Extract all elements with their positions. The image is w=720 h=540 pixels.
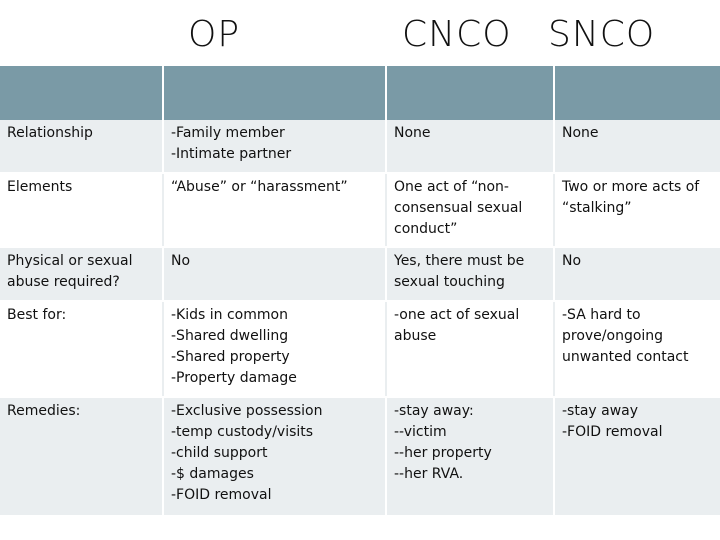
cell-cnco: -one act of sexual abuse: [386, 301, 554, 397]
row-label: Physical or sexual abuse required?: [0, 247, 163, 301]
cell-cnco: -stay away: --victim --her property --her RVA.: [386, 397, 554, 516]
table-row-remedies: [0, 397, 720, 516]
header-cell-label: [0, 66, 163, 120]
header-op: OP: [188, 14, 241, 55]
table-row-elements: [0, 173, 720, 247]
cell-snco: No: [554, 247, 720, 301]
cell-op: -Exclusive possession -temp custody/visits -child support -$ damages -FOID removal: [163, 397, 386, 516]
cell-cnco: Yes, there must be sexual touching: [386, 247, 554, 301]
cell-op: -Family member -Intimate partner: [163, 120, 386, 173]
cell-op: No: [163, 247, 386, 301]
cell-snco: Two or more acts of “stalking”: [554, 173, 720, 247]
row-label: Elements: [0, 173, 163, 247]
cell-snco: None: [554, 120, 720, 173]
cell-cnco: None: [386, 120, 554, 173]
cell-snco: -SA hard to prove/ongoing unwanted contact: [554, 301, 720, 397]
cell-op: -Kids in common -Shared dwelling -Shared property -Property damage: [163, 301, 386, 397]
header-cell-snco: [554, 66, 720, 120]
table-row-relationship: [0, 120, 720, 173]
header-snco: SNCO: [548, 14, 656, 55]
table-header-row: [0, 66, 720, 120]
table-row-abuse-required: [0, 247, 720, 301]
row-label: Remedies:: [0, 397, 163, 516]
header-cnco: CNCO: [402, 14, 512, 55]
cell-op: “Abuse” or “harassment”: [163, 173, 386, 247]
cell-cnco: One act of “non-consensual sexual conduct”: [386, 173, 554, 247]
table-row-best-for: [0, 301, 720, 397]
cell-snco: -stay away -FOID removal: [554, 397, 720, 516]
header-cell-cnco: [386, 66, 554, 120]
comparison-table: [0, 66, 720, 517]
row-label: Best for:: [0, 301, 163, 397]
header-cell-op: [163, 66, 386, 120]
row-label: Relationship: [0, 120, 163, 173]
